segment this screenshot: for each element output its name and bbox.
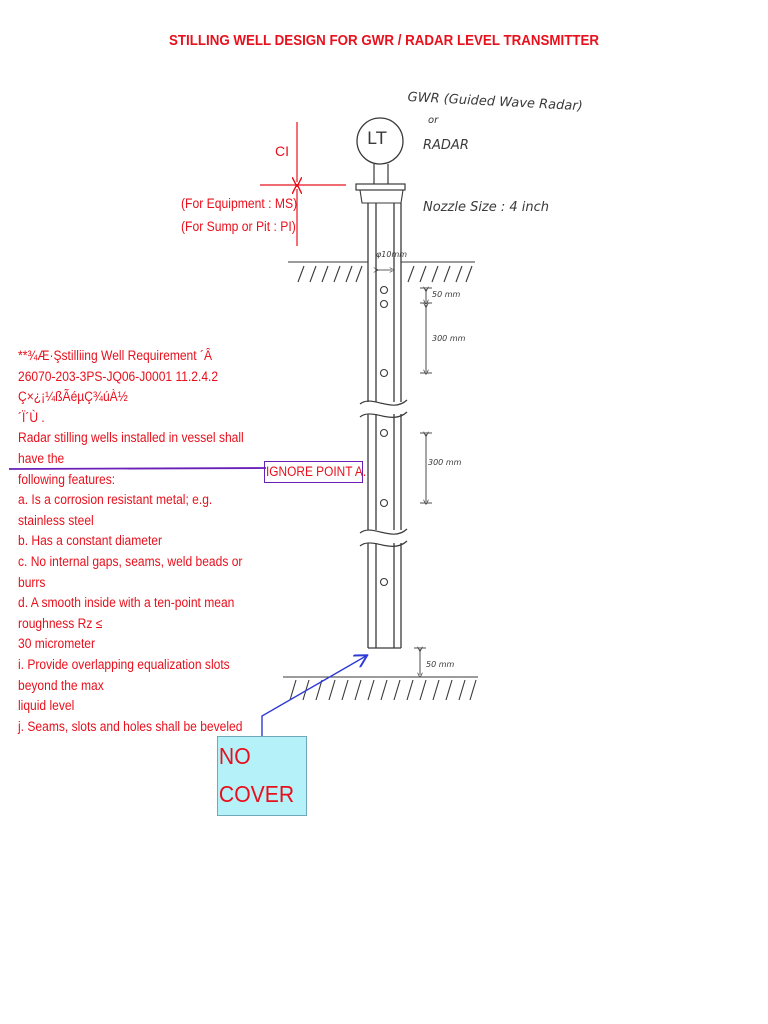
pipe-break-marks (360, 400, 407, 546)
transmitter-tag: LT (367, 129, 389, 149)
req-item-d-cont: 30 micrometer (18, 636, 96, 652)
no-cover-line1: NO (218, 743, 251, 769)
req-intro1: Radar stilling wells installed in vessel shall have the (18, 430, 244, 466)
nozzle-size-label: Nozzle Size : 4 inch (423, 200, 550, 215)
bottom-grade-line (283, 677, 478, 700)
ignore-point-a-label: IGNORE POINT A. (266, 464, 367, 479)
no-cover-box (217, 736, 307, 816)
instrument-type-line1: GWR (Guided Wave Radar) (407, 90, 584, 115)
dim-top-label: 50 mm (432, 290, 461, 299)
top-grade-line (288, 262, 475, 282)
no-cover-line2: COVER (218, 781, 295, 807)
req-item-d: d. A smooth inside with a ten-point mean roughness Rz ≤ (18, 595, 235, 631)
no-cover-leader (262, 656, 366, 736)
req-item-c: c. No internal gaps, seams, weld beads or burrs (18, 553, 243, 590)
dim-pitch2-label: 300 mm (428, 458, 462, 467)
instrument-type-or: or (428, 115, 439, 126)
req-intro2: following features: (18, 471, 116, 487)
clearance-note-equipment: (For Equipment : MS) (181, 196, 298, 211)
req-header2: 26070-203-3PS-JQ06-J0001 11.2.4.2 Ç×¿¡¼ßÃéµÇ¾úÀ½ (18, 368, 219, 405)
clearance-note-sump: (For Sump or Pit : PI) (181, 219, 296, 234)
hole-diameter-label: φ10mm (376, 250, 408, 259)
dim-bottom-label: 50 mm (426, 660, 455, 669)
clearance-label: CI (275, 143, 289, 159)
pipe-holes (381, 287, 388, 586)
req-item-i-cont: liquid level (18, 698, 75, 714)
page-title: STILLING WELL DESIGN FOR GWR / RADAR LEVEL TRANSMITTER (168, 33, 600, 49)
dim-pitch1-label: 300 mm (432, 334, 466, 343)
req-item-a: a. Is a corrosion resistant metal; e.g. stainless steel (18, 492, 213, 528)
requirements-text (18, 346, 261, 737)
req-item-b: b. Has a constant diameter (18, 533, 163, 549)
req-item-i: i. Provide overlapping equalization slots beyond the max (18, 656, 230, 693)
nozzle-flange (356, 184, 405, 190)
req-item-j: j. Seams, slots and holes shall be beveled (18, 718, 243, 734)
instrument-type-line2: RADAR (423, 138, 469, 153)
req-header1: **¾Æ·Şstilliing Well Requirement ´Â (18, 348, 213, 363)
req-header3: ´Ï´Ù . (18, 409, 45, 425)
dimension-lines (414, 288, 432, 675)
